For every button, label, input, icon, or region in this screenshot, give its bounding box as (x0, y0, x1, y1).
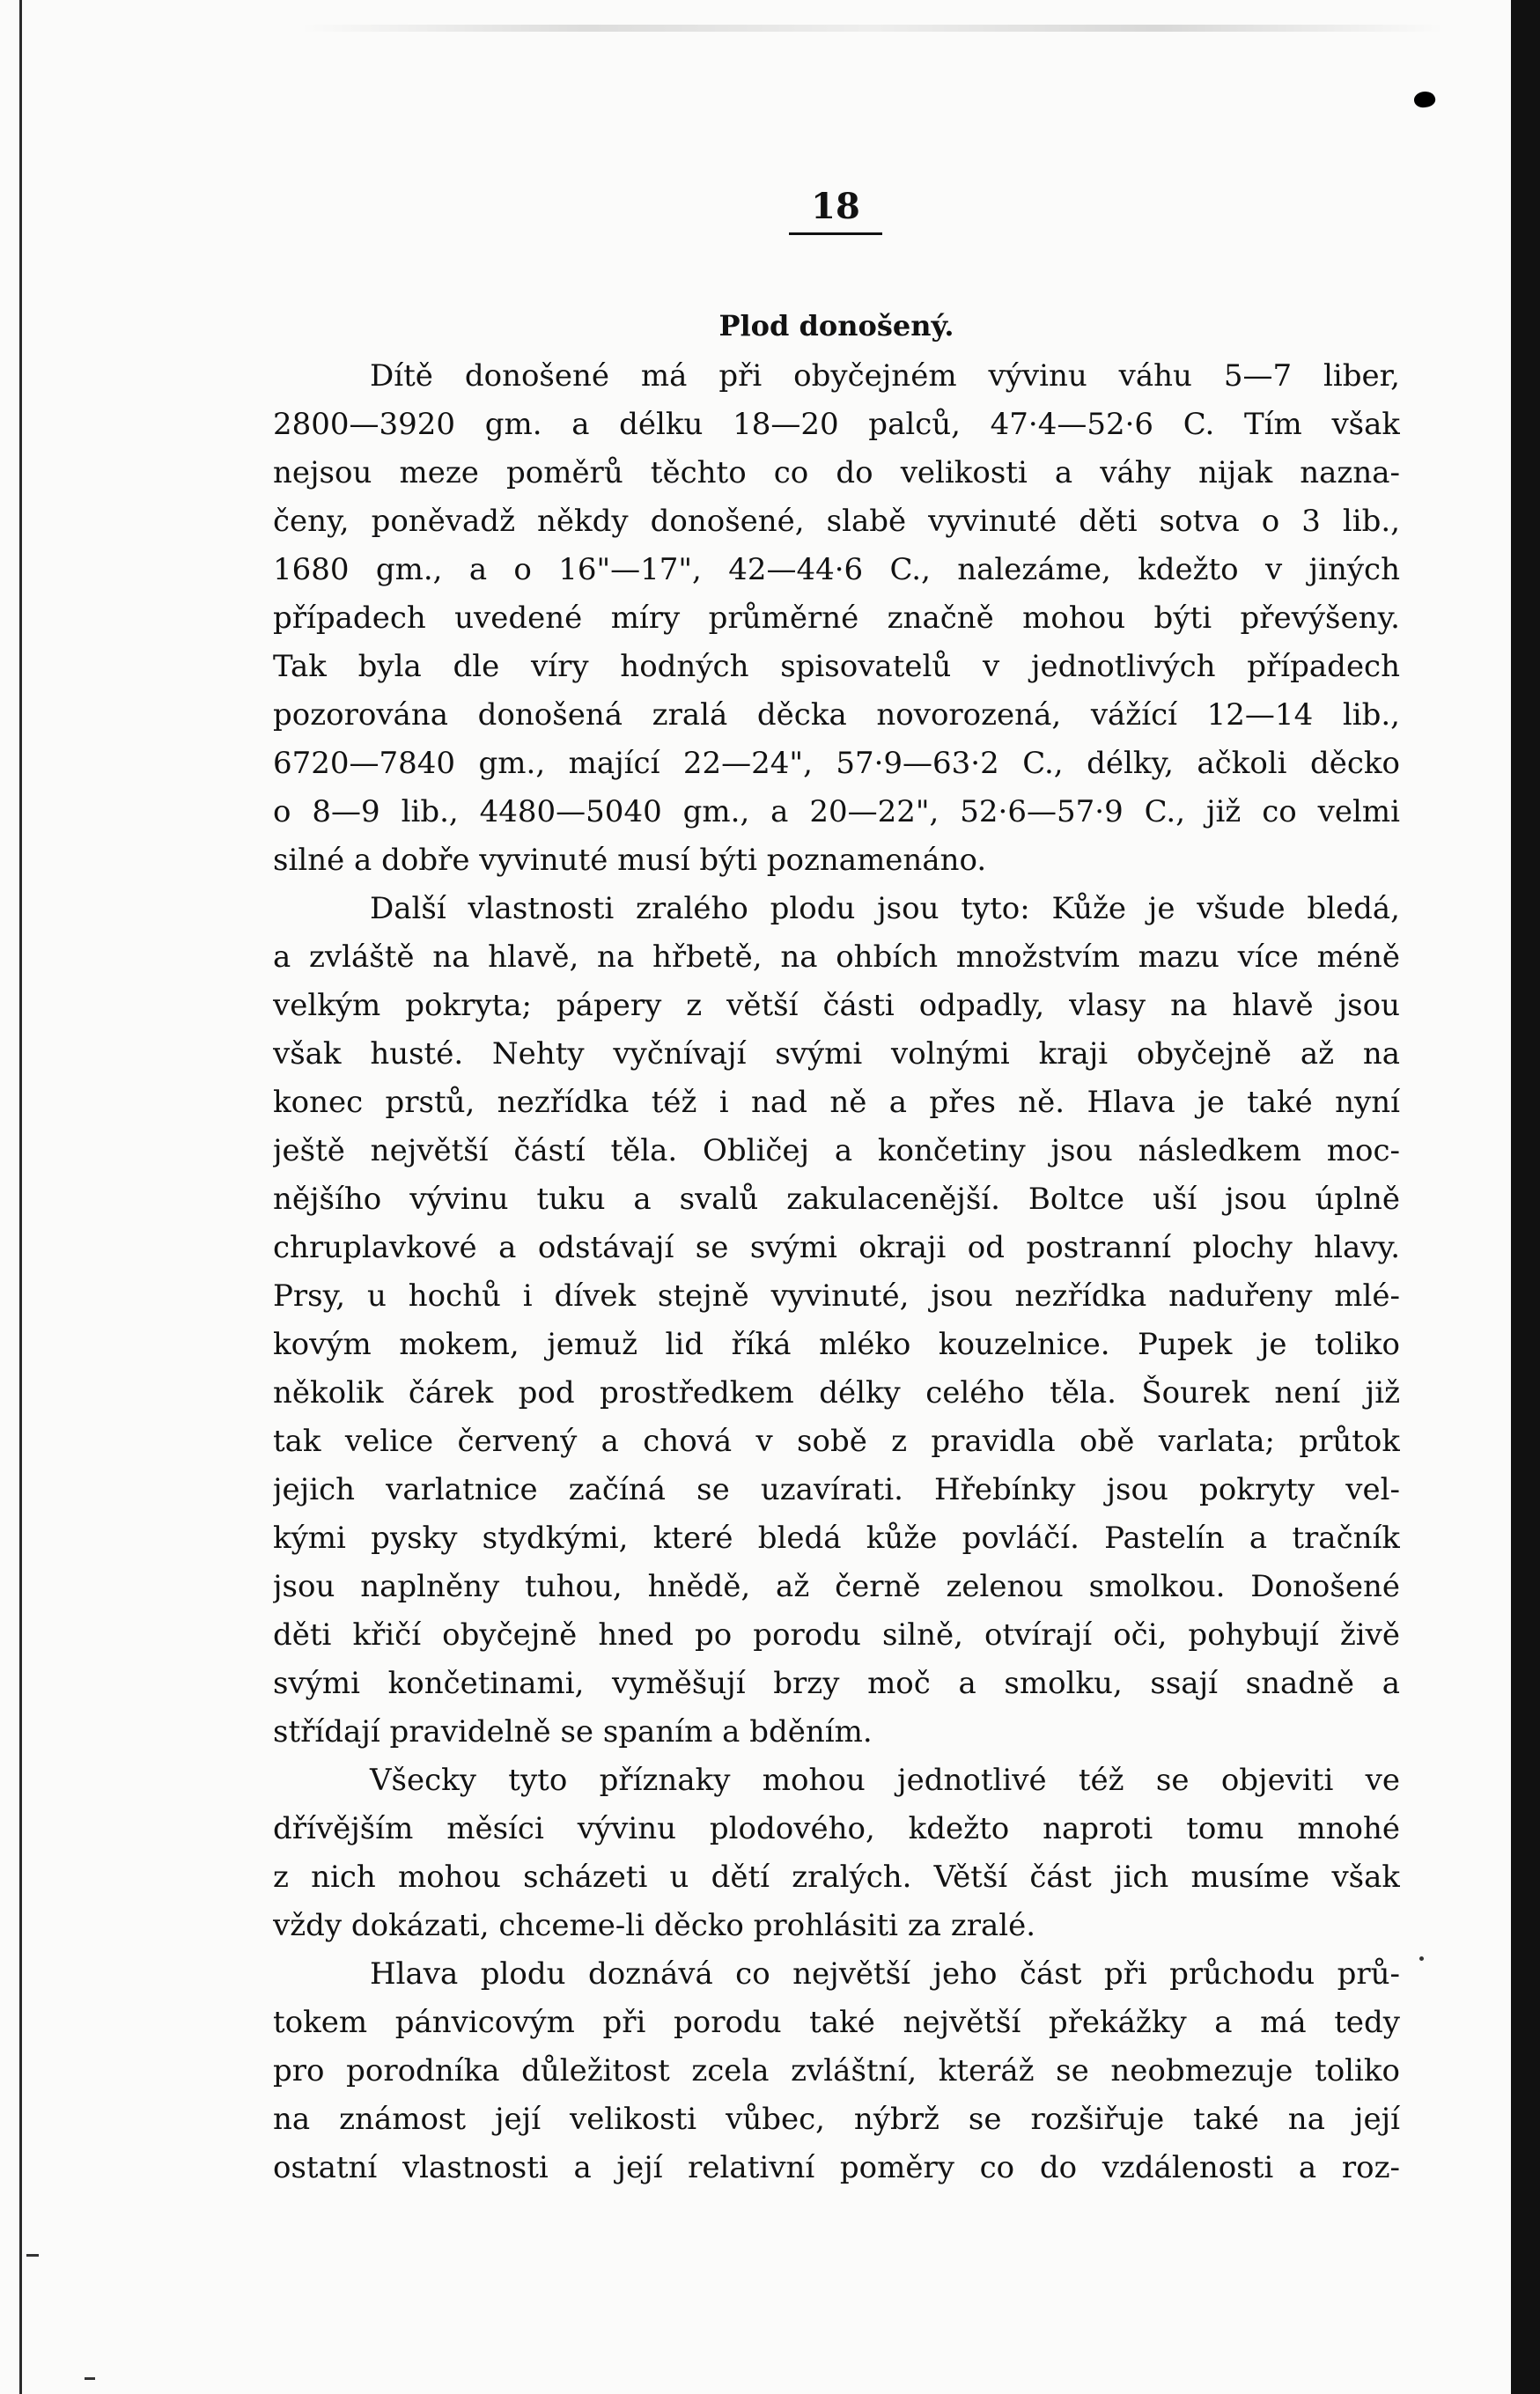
text-line: ostatní vlastnosti a její relativní poměry co do vzdálenosti a roz- (273, 2150, 1400, 2185)
text-line: pro porodníka důležitost zcela zvláštní, kteráž se neobmezuje toliko (273, 2053, 1400, 2088)
text-line: děti křičí obyčejně hned po porodu silně, otvírají oči, pohybují živě (273, 1617, 1400, 1653)
scan-speck (85, 2377, 95, 2380)
text-line: kovým mokem, jemuž lid říká mléko kouzelnice. Pupek je toliko (273, 1327, 1400, 1362)
text-line: nějšího vývinu tuku a svalů zakulacenější. Boltce uší jsou úplně (273, 1182, 1400, 1217)
text-line: případech uvedené míry průměrné značně mohou býti převýšeny. (273, 600, 1400, 636)
text-line: silné a dobře vyvinuté musí býti poznamenáno. (273, 843, 987, 878)
text-line: dřívějším měsíci vývinu plodového, kdežto naproti tomu mnohé (273, 1811, 1400, 1846)
text-line: velkým pokryta; pápery z větší části odpadly, vlasy na hlavě jsou (273, 988, 1400, 1023)
text-line: 2800—3920 gm. a délku 18—20 palců, 47·4—52·6 C. Tím však (273, 407, 1400, 442)
right-dark-border (1511, 0, 1540, 2394)
text-line: pozorována donošená zralá děcka novorozená, vážící 12—14 lib., (273, 697, 1400, 733)
text-line: 6720—7840 gm., mající 22—24", 57·9—63·2 C., délky, ačkoli děcko (273, 746, 1400, 781)
text-line: Dítě donošené má při obyčejném vývinu váhu 5—7 liber, (370, 358, 1400, 394)
text-line: však husté. Nehty vyčnívají svými volnými kraji obyčejně až na (273, 1036, 1400, 1072)
text-line: chruplavkové a odstávají se svými okraji od postranní plochy hlavy. (273, 1230, 1400, 1265)
text-line: svými končetinami, vyměšují brzy moč a smolku, ssají snadně a (273, 1666, 1400, 1701)
body-text (273, 352, 1400, 2192)
text-line: Všecky tyto příznaky mohou jednotlivé též se objeviti ve (370, 1763, 1400, 1798)
section-heading: Plod donošený. (718, 309, 954, 343)
scan-speck (26, 2254, 39, 2257)
text-line: vždy dokázati, chceme-li děcko prohlásiti za zralé. (273, 1908, 1036, 1943)
text-line: jsou naplněny tuhou, hnědě, až černě zelenou smolkou. Donošené (273, 1569, 1400, 1604)
text-line: o 8—9 lib., 4480—5040 gm., a 20—22", 52·6—57·9 C., již co velmi (273, 794, 1400, 829)
text-line: z nich mohou scházeti u dětí zralých. Větší část jich musíme však (273, 1860, 1400, 1895)
text-line: Hlava plodu doznává co největší jeho část při průchodu prů- (370, 1956, 1400, 1992)
text-line: tokem pánvicovým při porodu také největší překážky a má tedy (273, 2005, 1400, 2040)
left-page-edge (19, 0, 22, 2394)
page-number: 18 (789, 185, 882, 235)
scan-speck (1419, 1956, 1424, 1961)
text-line: střídají pravidelně se spaním a bděním. (273, 1714, 873, 1749)
text-line: Prsy, u hochů i dívek stejně vyvinuté, jsou nezřídka naduřeny mlé- (273, 1278, 1400, 1314)
text-line: a zvláště na hlavě, na hřbetě, na ohbích množstvím mazu více méně (273, 939, 1400, 975)
text-line: Tak byla dle víry hodných spisovatelů v jednotlivých případech (273, 649, 1400, 684)
text-line: 1680 gm., a o 16"—17", 42—44·6 C., nalezáme, kdežto v jiných (273, 552, 1400, 587)
text-line: čeny, poněvadž někdy donošené, slabě vyvinuté děti sotva o 3 lib., (273, 504, 1400, 539)
top-scan-shadow (299, 25, 1444, 32)
text-line: nejsou meze poměrů těchto co do velikosti a váhy nijak nazna- (273, 455, 1400, 490)
text-line: několik čárek pod prostředkem délky celého těla. Šourek není již (273, 1375, 1400, 1411)
text-line: tak velice červený a chová v sobě z pravidla obě varlata; průtok (273, 1424, 1400, 1459)
text-line: na známost její velikosti vůbec, nýbrž se rozšiřuje také na její (273, 2102, 1400, 2137)
text-line: jejich varlatnice začíná se uzavírati. Hřebínky jsou pokryty vel- (273, 1472, 1400, 1507)
text-line: Další vlastnosti zralého plodu jsou tyto: Kůže je všude bledá, (370, 891, 1400, 926)
text-line: kými pysky stydkými, které bledá kůže povláčí. Pastelín a tračník (273, 1521, 1400, 1556)
text-line: ještě největší částí těla. Obličej a končetiny jsou následkem moc- (273, 1133, 1400, 1168)
text-line: konec prstů, nezřídka též i nad ně a přes ně. Hlava je také nyní (273, 1085, 1400, 1120)
